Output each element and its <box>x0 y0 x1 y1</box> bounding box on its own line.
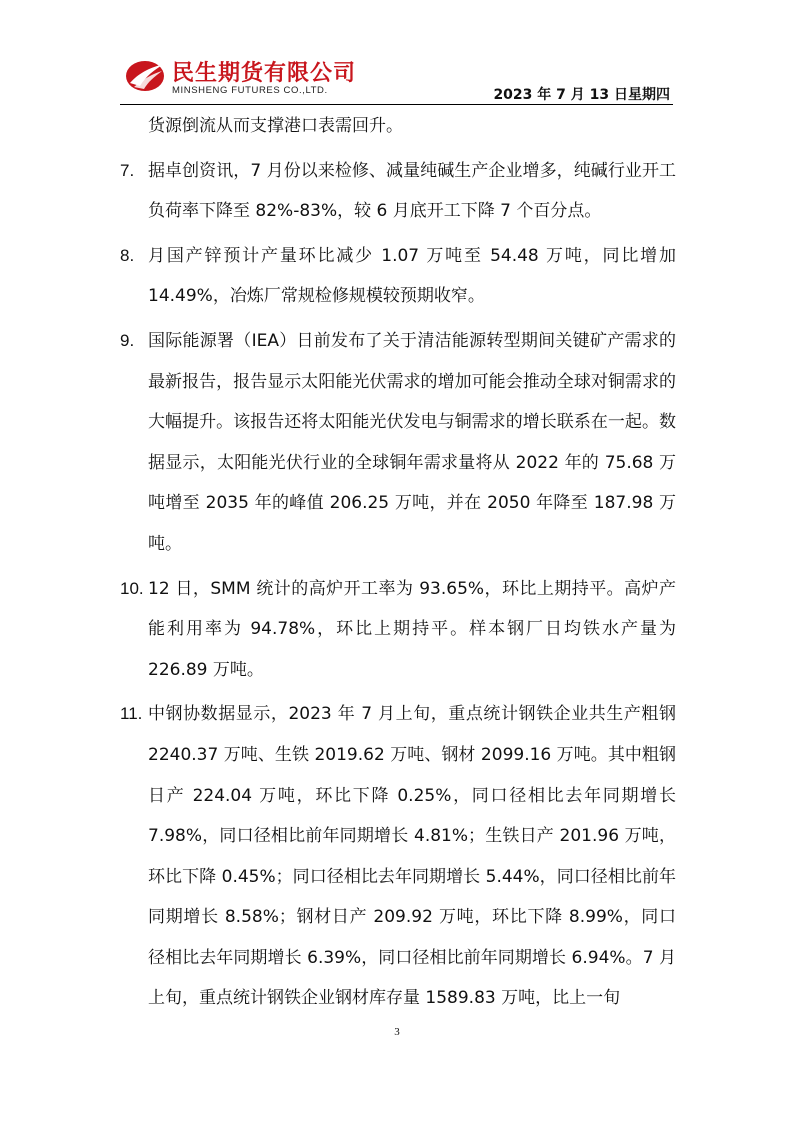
list-item <box>120 151 676 232</box>
item-number: 8. <box>120 245 135 265</box>
item-text: 月国产锌预计产量环比减少 1.07 万吨至 54.48 万吨，同比增加 14.49%，冶炼厂常规检修规模较预期收窄。 <box>148 245 676 307</box>
item-text: 国际能源署（IEA）日前发布了关于清洁能源转型期间关键矿产需求的最新报告，报告显示太阳能光伏需求的增加可能会推动全球对铜需求的大幅提升。该报告还将太阳能光伏发电与铜需求的增长联系在一起。数据显示，太阳能光伏行业的全球铜年需求量将从 2022 年的 75.68 万吨增至 2035 年的峰值 206.25 万吨，并在 2050 年降至 187.98 万吨。 <box>148 330 676 554</box>
item-number: 7. <box>120 160 135 180</box>
company-logo <box>124 54 364 102</box>
item-number: 10. <box>120 578 144 598</box>
header-divider <box>120 104 673 105</box>
list-item <box>120 694 676 1019</box>
page-header <box>0 0 794 110</box>
logo-english-name: MINSHENG FUTURES CO.,LTD. <box>172 85 328 96</box>
logo-chinese-name: 民生期货有限公司 <box>172 61 357 86</box>
page-number: 3 <box>394 1026 400 1038</box>
item-number: 9. <box>120 330 135 350</box>
item-text: 12 日，SMM 统计的高炉开工率为 93.65%，环比上期持平。高炉产能利用率为 94.78%，环比上期持平。样本钢厂日均铁水产量为 226.89 万吨。 <box>148 578 676 680</box>
list-item <box>120 569 676 691</box>
continuation-paragraph: 货源倒流从而支撑港口表需回升。 <box>148 116 403 136</box>
item-text: 据卓创资讯，7 月份以来检修、减量纯碱生产企业增多，纯碱行业开工负荷率下降至 82%-83%，较 6 月底开工下降 7 个百分点。 <box>148 160 676 222</box>
minsheng-logo-icon <box>124 58 166 94</box>
document-body <box>120 106 676 1019</box>
list-item <box>120 236 676 317</box>
item-text: 中钢协数据显示，2023 年 7 月上旬，重点统计钢铁企业共生产粗钢 2240.37 万吨、生铁 2019.62 万吨、钢材 2099.16 万吨。其中粗钢日产 224.04 万吨，环比下降 0.25%，同口径相比去年同期增长 7.98%，同口径相比前年同期增长 4.81%；生铁日产 201.96 万吨，环比下降 0.45%；同口径相比去年同期增长 5.44%，同口径相比前年同期增长 8.58%；钢材日产 209.92 万吨，环比下降 8.99%，同口径相比去年同期增长 6.39%，同口径相比前年同期增长 6.94%。7 月上旬，重点统计钢铁企业钢材库存量 1589.83 万吨，比上一旬 <box>148 704 676 1009</box>
list-item <box>120 321 676 565</box>
report-date: 2023 年 7 月 13 日星期四 <box>493 87 670 103</box>
item-number: 11. <box>120 704 143 724</box>
